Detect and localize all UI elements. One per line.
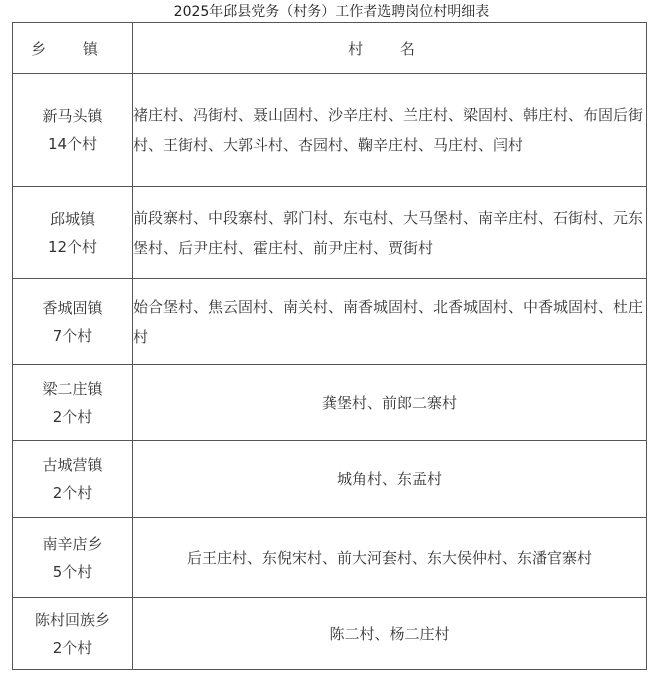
village-count: 2个村 [52,407,93,426]
town-cell [13,279,133,365]
town-name: 古城营镇 [42,456,103,474]
table-row [13,518,647,598]
village-table [12,22,647,670]
town-name: 南辛店乡 [42,534,103,553]
header-town: 乡 镇 [13,23,133,74]
village-count: 2个村 [52,484,93,502]
village-count: 12个村 [47,237,98,256]
village-list: 城角村、东孟村 [133,441,647,518]
town-name: 邱城镇 [49,209,95,228]
page-title: 2025年邱县党务（村务）工作者选聘岗位村明细表 [173,4,490,20]
town-cell [13,74,133,187]
table-row [13,441,647,518]
town-cell [13,441,133,518]
town-cell [13,518,133,598]
town-cell [13,187,133,279]
town-name: 新马头镇 [42,107,103,125]
table-header-row [13,23,647,74]
village-list: 龚堡村、前郎二寨村 [133,365,647,441]
table-row [13,598,647,670]
town-name: 香城固镇 [42,298,103,317]
header-villages: 村 名 [133,23,647,74]
town-name: 梁二庄镇 [42,379,103,398]
village-count: 2个村 [52,638,93,657]
town-name: 陈村回族乡 [34,610,110,629]
village-list: 陈二村、杨二庄村 [133,598,647,670]
town-cell [13,598,133,670]
table-row [13,74,647,187]
village-list: 褚庄村、冯街村、聂山固村、沙辛庄村、兰庄村、梁固村、韩庄村、布固后街村、王街村、大郭斗村、杏园村、鞠辛庄村、马庄村、闫村 [133,74,647,187]
village-count: 5个村 [52,562,93,581]
village-list: 始合堡村、焦云固村、南关村、南香城固村、北香城固村、中香城固村、杜庄村 [133,279,647,365]
table-row [13,365,647,441]
village-list: 前段寨村、中段寨村、郭门村、东屯村、大马堡村、南辛庄村、石街村、元东堡村、后尹庄村、霍庄村、前尹庄村、贾街村 [133,187,647,279]
village-count: 14个村 [47,135,98,153]
table-row [13,279,647,365]
village-list: 后王庄村、东倪宋村、前大河套村、东大侯仲村、东潘官寨村 [133,518,647,598]
town-cell [13,365,133,441]
village-count: 7个村 [52,326,93,345]
table-row [13,187,647,279]
